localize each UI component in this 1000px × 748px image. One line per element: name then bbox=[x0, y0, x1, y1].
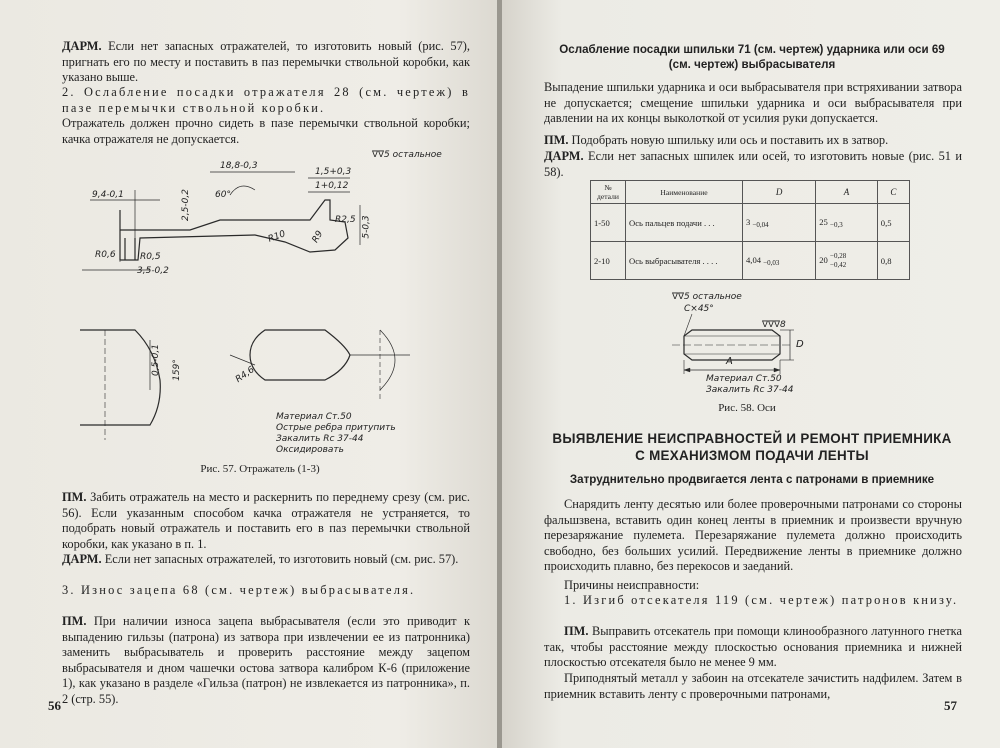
fig57-dim: R4,6 bbox=[233, 365, 257, 385]
pm-text: Подобрать новую шпильку или ось и поставить их в затвор. bbox=[568, 133, 889, 147]
paragraph-darm-2 bbox=[62, 552, 470, 568]
d-value: 4,04 bbox=[746, 254, 762, 265]
table-header: D bbox=[743, 181, 816, 204]
fig57-dim: 9,4-0,1 bbox=[92, 190, 124, 200]
fig57-dim: 18,8-0,3 bbox=[220, 161, 258, 171]
item-2-title: 2. Ослабление посадки отражателя 28 (см. чертеж) в пазе перемычки ствольной коробки. bbox=[62, 85, 470, 115]
pm-text: Выправить отсекатель при помощи клинообразного латунного гнетка так, чтобы расстояние между плоскостью основания приемника и нижней плоскостью отсекателя было не менее 9 мм. bbox=[544, 624, 962, 670]
fig58-surface-mark: ∇∇∇8 bbox=[762, 320, 786, 330]
paragraph-pm bbox=[544, 133, 962, 149]
fig57-surface-note: ∇∇5 остальное bbox=[372, 150, 442, 160]
item-1-title: 1. Изгиб отсекателя 119 (см. чертеж) патронов книзу. bbox=[564, 593, 959, 607]
a-tolerance: −0,3 bbox=[830, 220, 843, 229]
fig58-material-block bbox=[706, 374, 793, 396]
fig57-dim: 159° bbox=[171, 359, 182, 381]
fig57-material-line: Острые ребра притупить bbox=[276, 423, 396, 433]
fig57-dim: R10 bbox=[266, 229, 287, 245]
darm-text: Если нет запасных шпилек или осей, то изготовить новые (рис. 51 и 58). bbox=[544, 149, 962, 179]
section-title-line-1: ВЫЯВЛЕНИЕ НЕИСПРАВНОСТЕЙ И РЕМОНТ ПРИЕМНИКА bbox=[552, 431, 952, 446]
darm-label: ДАРМ. bbox=[544, 149, 584, 163]
table-cell-name: Ось выбрасывателя . . . . bbox=[626, 242, 743, 280]
paragraph-pm-2 bbox=[62, 614, 470, 708]
fig57-material-line: Оксидировать bbox=[276, 445, 344, 455]
axes-table bbox=[590, 180, 910, 280]
fig58-dim-d: D bbox=[796, 339, 804, 350]
paragraph-final: Приподнятый металл у забоин на отсекателе зачистить надфилем. Затем в приемник вставить ленту с проверочными патронами, bbox=[544, 671, 962, 701]
darm-label: ДАРМ. bbox=[62, 39, 102, 53]
item-2-text: Отражатель должен прочно сидеть в пазе перемычки ствольной коробки; качка отражателя не допускается. bbox=[62, 116, 470, 146]
darm-label: ДАРМ. bbox=[62, 552, 102, 566]
fig58-surface-note: ∇∇5 остальное bbox=[672, 292, 742, 302]
fig58-dim-a: A bbox=[726, 356, 733, 367]
table-header: Наименование bbox=[626, 181, 743, 204]
fig57-dim: 5-0,3 bbox=[361, 215, 372, 239]
a-tolerance-upper: −0,28 bbox=[830, 251, 847, 260]
table-header: № детали bbox=[591, 181, 626, 204]
table-row bbox=[591, 242, 910, 280]
pm-text: Забить отражатель на место и раскернить по переднему срезу (см. рис. 56). Если указанным способом качка отражателя не устраняется, то подобрать новый отражатель и поставить его в паз перемычки ствольной коробки, как указано в п. 1. bbox=[62, 490, 470, 551]
fig57-dim: 1+0,12 bbox=[315, 181, 349, 191]
page-number-right: 57 bbox=[944, 698, 957, 713]
fig57-dim: R2,5 bbox=[335, 215, 356, 225]
table-cell-a bbox=[816, 204, 878, 242]
fig57-material-line: Материал Ст.50 bbox=[276, 412, 352, 422]
table-cell-c: 0,5 bbox=[877, 204, 909, 242]
d-tolerance: −0,04 bbox=[752, 220, 769, 229]
right-page bbox=[502, 0, 1000, 748]
table-cell-d bbox=[743, 242, 816, 280]
fig57-material-block bbox=[276, 412, 396, 456]
table-cell-name: Ось пальцев подачи . . . bbox=[626, 204, 743, 242]
table-cell-num: 1-50 bbox=[591, 204, 626, 242]
pm-text: При наличии износа зацепа выбрасывателя (если это приводит к выпадению гильзы (патрона) из затвора при извлечении ее из патронника) заменить выбрасыватель и проверить расстояние между зацепом выбрасывателя и дном чашечки остова затвора калибром К-6 (приложение 1), как указано в разделе «Гильза (патрон) не извлекается из патронника», п. 2 (стр. 55). bbox=[62, 614, 470, 706]
fig57-dim: 1,5+0,3 bbox=[315, 167, 352, 177]
fig57-dim: 60° bbox=[215, 190, 231, 200]
fig58-chamfer: C×45° bbox=[684, 304, 714, 314]
table-cell-a bbox=[816, 242, 878, 280]
left-page bbox=[0, 0, 498, 748]
fig58-material-line: Материал Ст.50 bbox=[706, 374, 782, 384]
paragraph-intro: Выпадение шпильки ударника и оси выбрасывателя при встряхивании затвора не допускается; смещение шпильки ударника и оси выбрасывателя при давлении на их концы выколоткой от усилия руки допускается. bbox=[544, 80, 962, 126]
heading-loosening: Ослабление посадки шпильки 71 (см. чертеж) ударника или оси 69 (см. чертеж) выбрасывателя bbox=[559, 43, 945, 71]
paragraph-darm bbox=[62, 39, 470, 86]
fig57-dim: R0,6 bbox=[95, 250, 116, 260]
table-row bbox=[591, 204, 910, 242]
fig57-dim: R0,5 bbox=[140, 252, 161, 262]
figure-57-drawing bbox=[80, 150, 480, 460]
figure-58-drawing bbox=[662, 292, 862, 402]
d-value: 3 bbox=[746, 216, 751, 227]
item-3-title: 3. Износ зацепа 68 (см. чертеж) выбрасывателя. bbox=[62, 583, 416, 597]
pm-label: ПМ. bbox=[564, 624, 589, 638]
page-number-left: 56 bbox=[48, 698, 61, 713]
paragraph-pm-2 bbox=[544, 624, 962, 671]
fig57-material-line: Закалить Rс 37-44 bbox=[276, 434, 364, 444]
a-value: 20 bbox=[819, 254, 828, 265]
fig57-dim: 0,5-0,1 bbox=[150, 344, 161, 376]
table-cell-d bbox=[743, 204, 816, 242]
causes-label: Причины неисправности: bbox=[564, 578, 700, 592]
section-title-line-2: С МЕХАНИЗМОМ ПОДАЧИ ЛЕНТЫ bbox=[635, 448, 869, 463]
paragraph-pm-1 bbox=[62, 490, 470, 552]
fig58-material-line: Закалить Rс 37-44 bbox=[706, 385, 794, 395]
fig57-dim: 2,5-0,2 bbox=[180, 189, 191, 221]
table-cell-c: 0,8 bbox=[877, 242, 909, 280]
table-header-row bbox=[591, 181, 910, 204]
paragraph-tape: Снарядить ленту десятью или более проверочными патронами со стороны фальшзвена, вставить один конец ленты в приемник и произвести вручную перезаряжание пулемета. Перезаряжание пулемета должно происходить свободно, без больших усилий. Передвижение ленты в приемнике должно происходить плавно, без перекосов и заеданий. bbox=[544, 497, 962, 574]
figure-58-caption: Рис. 58. Оси bbox=[718, 402, 776, 414]
darm-text: Если нет запасных отражателей, то изготовить новый (рис. 57), пригнать его по месту и поставить в паз перемычки ствольной коробки, как указано выше. bbox=[62, 39, 470, 85]
pm-label: ПМ. bbox=[62, 614, 87, 628]
subheading-tape: Затруднительно продвигается лента с патронами в приемнике bbox=[569, 473, 935, 486]
fig57-dim: R9 bbox=[310, 229, 326, 245]
a-value: 25 bbox=[819, 216, 828, 227]
fig57-dim: 3,5-0,2 bbox=[137, 266, 169, 276]
table-header: C bbox=[877, 181, 909, 204]
d-tolerance: −0,03 bbox=[763, 258, 780, 267]
table-header: A bbox=[816, 181, 878, 204]
table-cell-num: 2-10 bbox=[591, 242, 626, 280]
figure-57-caption: Рис. 57. Отражатель (1-3) bbox=[200, 463, 320, 475]
darm-text: Если нет запасных отражателей, то изготовить новый (см. рис. 57). bbox=[101, 552, 459, 566]
pm-label: ПМ. bbox=[62, 490, 87, 504]
paragraph-darm bbox=[544, 149, 962, 180]
pm-label: ПМ. bbox=[544, 133, 569, 147]
a-tolerance: −0,42 bbox=[830, 260, 847, 269]
